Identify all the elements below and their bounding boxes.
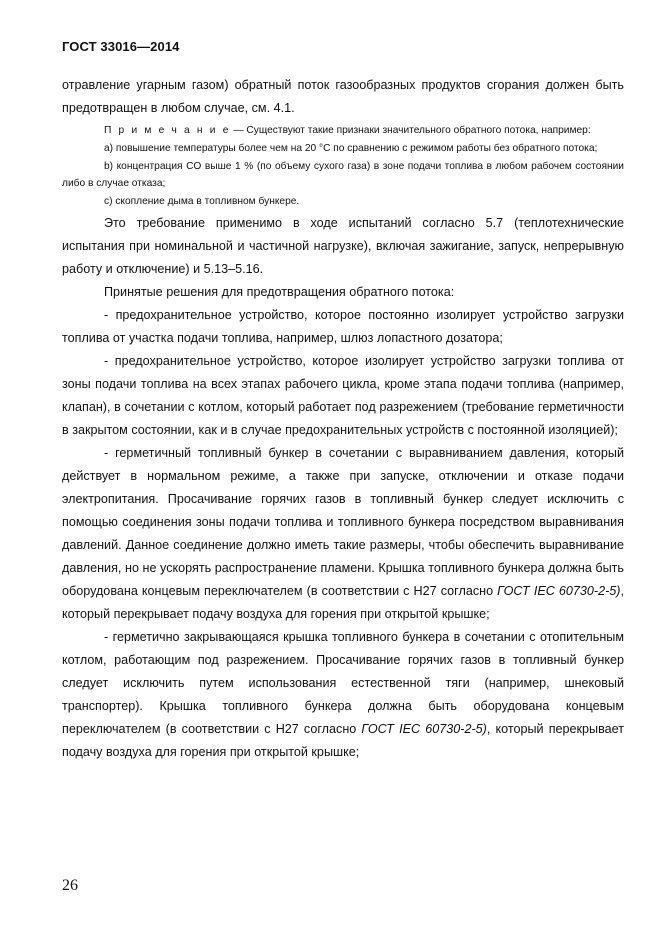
note-item-a: a) повышение температуры более чем на 20 °C по сравнению с режимом работы без обратного потока; [104, 142, 598, 154]
solution-3-tail: , который перекрывает подачу воздуха для горения при открытой крышке; [62, 583, 624, 621]
note-item-c: c) скопление дыма в топливном бункере. [104, 196, 300, 208]
solution-3-text: - герметичный топливный бункер в сочетании с выравниванием давления, который действует в нормальном режиме, а также при запуске, отключении и отказе подачи электропитания. Просачивание горячих газов в топливный бункер следует исключить с помощью соединения зоны подачи топлива и топливного бункера посредством выравнивания давлений. Данное соединение должно иметь такие размеры, чтобы обеспечить выравнивание давления, но не ускорять распространение пламени. Крышка топливного бункера должна быть оборудована концевым переключателем (в соответствии с H27 согласно [62, 445, 624, 598]
note-item-b: b) концентрация CO выше 1 % (по объему сухого газа) в зоне подачи топлива в любом рабочем состоянии либо в случае отказа; [62, 160, 624, 190]
solution-item-3 [62, 442, 624, 626]
standard-reference: ГОСТ IEC 60730-2-5) [497, 583, 621, 598]
solution-4-text: - герметично закрывающаяся крышка топливного бункера в сочетании с отопительным котлом, работающим под разрежением. Просачивание горячих газов в топливный бункер следует исключить путем использования естественной тяги (например, шнековый транспортер). Крышка топливного бункера должна быть оборудована концевым переключателем (в соответствии с H27 согласно [62, 629, 624, 736]
standard-reference: ГОСТ IEC 60730-2-5) [361, 721, 487, 736]
page-number: 26 [62, 877, 78, 894]
standard-header: ГОСТ 33016—2014 [62, 39, 180, 54]
solutions-intro: Принятые решения для предотвращения обратного потока: [104, 284, 455, 299]
solution-item-4 [62, 626, 624, 764]
requirement-paragraph: Это требование применимо в ходе испытаний согласно 5.7 (теплотехнические испытания при номинальной и частичной нагрузке), включая зажигание, запуск, непрерывную работу и отключение) и 5.13–5.16. [62, 215, 624, 276]
document-body [62, 74, 624, 764]
note-label: П р и м е ч а н и е [104, 125, 231, 136]
solution-item-2: - предохранительное устройство, которое изолирует устройство загрузки топлива от зоны подачи топлива на всех этапах рабочего цикла, кроме этапа подачи топлива (например, клапан), в сочетании с котлом, который работает под разрежением (требование герметичности в закрытом состоянии, как и в случае предохранительных устройств с постоянной изоляцией); [62, 353, 624, 437]
note-heading [62, 122, 624, 140]
note-intro: — Существуют такие признаки значительного обратного потока, например: [230, 125, 591, 136]
solution-4-tail: , который перекрывает подачу воздуха для горения при открытой крышке; [62, 721, 625, 759]
paragraph-continuation: отравление угарным газом) обратный поток газообразных продуктов сгорания должен быть предотвращен в любом случае, см. 4.1. [62, 78, 624, 115]
solution-item-1: - предохранительное устройство, которое постоянно изолирует устройство загрузки топлива от участка подачи топлива, например, шлюз лопастного дозатора; [62, 307, 624, 345]
